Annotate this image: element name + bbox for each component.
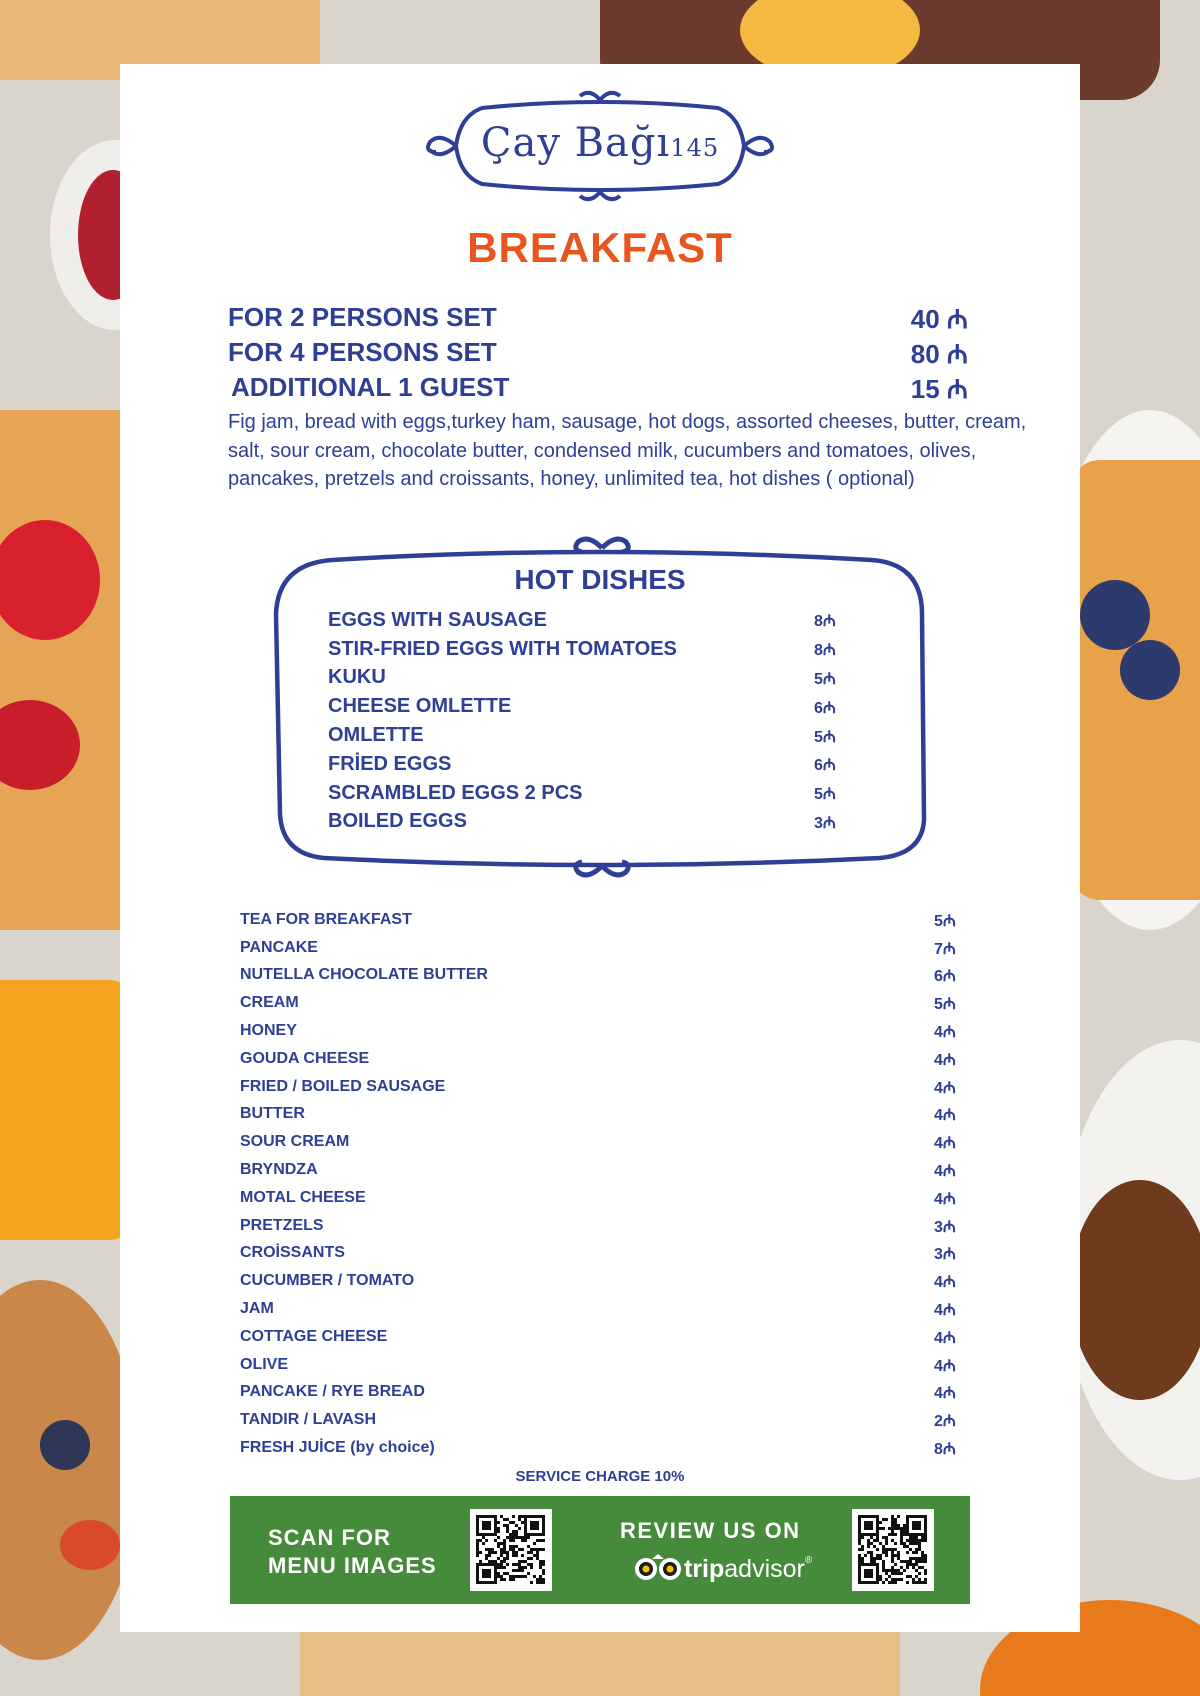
set-description: Fig jam, bread with eggs,turkey ham, sausage, hot dogs, assorted cheeses, butter, cream, salt, sour cream, chocolate butter, condensed milk, cucumbers and tomatoes, olives, pancakes, pretzels and croissants, honey, unlimited tea, hot dishes ( optional) [228, 411, 1027, 490]
item-price: 6₼ [814, 699, 836, 717]
item-price: 4₼ [934, 1051, 956, 1069]
extra-item-row [240, 1295, 964, 1323]
logo-wordmark [422, 120, 778, 166]
item-price: 8₼ [814, 642, 836, 660]
extra-item-row [240, 906, 964, 934]
item-price: 4₼ [934, 1274, 956, 1292]
item-price: 4₼ [934, 1385, 956, 1403]
scan-text [268, 1524, 437, 1580]
hot-dish-row [328, 808, 848, 837]
extra-item-row [240, 1017, 964, 1045]
logo [422, 90, 778, 202]
item-price: 4₼ [934, 1329, 956, 1347]
item-name: CUCUMBER / TOMATO [240, 1272, 415, 1290]
set-price: 15 ₼ [910, 373, 968, 404]
review-text: REVIEW US ON [620, 1518, 801, 1543]
item-name: PANCAKE [240, 938, 318, 956]
set-row [228, 370, 968, 405]
service-charge: SERVICE CHARGE 10% [515, 1468, 685, 1485]
item-name: EGGS WITH SAUSAGE [328, 608, 547, 631]
item-name: OMLETTE [328, 724, 424, 747]
extra-item-row [240, 1434, 964, 1462]
extra-item-row [240, 934, 964, 962]
qr-banner [230, 1496, 970, 1604]
set-label: FOR 2 PERSONS SET [228, 302, 497, 332]
extra-item-row [240, 1073, 964, 1101]
tripadvisor-wordmark [684, 1555, 812, 1584]
scan-line-2: MENU IMAGES [268, 1553, 437, 1578]
item-name: FRESH JUİCE (by choice) [240, 1439, 435, 1457]
item-price: 5₼ [814, 786, 836, 804]
hot-dish-row [328, 664, 848, 693]
hot-dishes-list [328, 606, 848, 836]
menu-qr-code-icon[interactable] [470, 1509, 552, 1591]
item-name: CREAM [240, 994, 299, 1012]
set-row [228, 300, 968, 335]
hot-dishes-title: HOT DISHES [514, 564, 686, 595]
item-price: 5₼ [934, 996, 956, 1014]
item-name: SCRAMBLED EGGS 2 PCS [328, 781, 583, 804]
extra-item-row [240, 1267, 964, 1295]
extra-item-row [240, 989, 964, 1017]
tripadvisor-owl-icon [632, 1554, 684, 1584]
logo-name: Çay Bağı [480, 120, 671, 166]
item-price: 3₼ [934, 1218, 956, 1236]
item-name: CROİSSANTS [240, 1244, 345, 1262]
extra-item-row [240, 1128, 964, 1156]
hot-dish-row [328, 750, 848, 779]
item-name: BRYNDZA [240, 1161, 318, 1179]
tripadvisor-registered-mark: ® [804, 1554, 813, 1566]
extra-item-row [240, 962, 964, 990]
extra-item-row [240, 1240, 964, 1268]
item-price: 6₼ [934, 968, 956, 986]
extra-item-row [240, 1184, 964, 1212]
set-price: 80 ₼ [910, 338, 968, 369]
item-price: 3₼ [934, 1246, 956, 1264]
item-price: 4₼ [934, 1024, 956, 1042]
item-name: TANDIR / LAVASH [240, 1411, 376, 1429]
item-price: 7₼ [934, 940, 956, 958]
item-name: OLIVE [240, 1355, 289, 1373]
extra-item-row [240, 1323, 964, 1351]
extra-item-row [240, 1379, 964, 1407]
item-price: 4₼ [934, 1302, 956, 1320]
breakfast-sets [228, 300, 968, 405]
item-name: MOTAL CHEESE [240, 1188, 366, 1206]
hot-dish-row [328, 721, 848, 750]
item-name: FRIED / BOILED SAUSAGE [240, 1077, 446, 1095]
item-price: 2₼ [934, 1413, 956, 1431]
item-price: 4₼ [934, 1190, 956, 1208]
item-price: 3₼ [814, 814, 836, 832]
hot-dish-row [328, 635, 848, 664]
item-name: BUTTER [240, 1105, 305, 1123]
item-name: PANCAKE / RYE BREAD [240, 1383, 425, 1401]
item-price: 4₼ [934, 1135, 956, 1153]
hot-dish-row [328, 606, 848, 635]
set-price: 40 ₼ [910, 303, 968, 334]
tripadvisor-advisor: advisor [724, 1554, 805, 1583]
extra-item-row [240, 1156, 964, 1184]
item-name: COTTAGE CHEESE [240, 1327, 388, 1345]
item-price: 5₼ [934, 912, 956, 930]
set-row [228, 335, 968, 370]
tripadvisor-qr-code-icon[interactable] [852, 1509, 934, 1591]
menu-card [120, 64, 1080, 1632]
item-price: 6₼ [814, 757, 836, 775]
item-price: 8₼ [814, 613, 836, 631]
item-name: FRİED EGGS [328, 752, 452, 775]
item-name: SOUR CREAM [240, 1133, 350, 1151]
item-price: 4₼ [934, 1107, 956, 1125]
item-price: 4₼ [934, 1079, 956, 1097]
item-name: BOILED EGGS [328, 810, 467, 833]
item-price: 4₼ [934, 1163, 956, 1181]
item-name: TEA FOR BREAKFAST [240, 910, 412, 928]
item-name: GOUDA CHEESE [240, 1049, 370, 1067]
tripadvisor-trip: trip [684, 1554, 725, 1583]
item-name: STIR-FRIED EGGS WITH TOMATOES [328, 637, 677, 660]
tripadvisor-logo[interactable] [632, 1554, 812, 1584]
logo-number: 145 [670, 134, 720, 162]
hot-dish-row [328, 692, 848, 721]
item-name: KUKU [328, 666, 386, 689]
item-name: JAM [240, 1300, 274, 1318]
item-price: 4₼ [934, 1357, 956, 1375]
set-label: ADDITIONAL 1 GUEST [231, 372, 510, 402]
extra-item-row [240, 1351, 964, 1379]
item-name: PRETZELS [240, 1216, 324, 1234]
extra-item-row [240, 1101, 964, 1129]
extra-item-row [240, 1045, 964, 1073]
extra-item-row [240, 1406, 964, 1434]
item-name: HONEY [240, 1022, 297, 1040]
item-price: 5₼ [814, 670, 836, 688]
extra-item-row [240, 1212, 964, 1240]
item-price: 5₼ [814, 728, 836, 746]
item-name: CHEESE OMLETTE [328, 695, 512, 718]
set-label: FOR 4 PERSONS SET [228, 337, 497, 367]
item-price: 8₼ [934, 1441, 956, 1459]
scan-line-1: SCAN FOR [268, 1525, 391, 1550]
item-name: NUTELLA CHOCOLATE BUTTER [240, 966, 488, 984]
hot-dish-row [328, 779, 848, 808]
extras-list [240, 906, 964, 1462]
page-title: BREAKFAST [467, 224, 733, 271]
